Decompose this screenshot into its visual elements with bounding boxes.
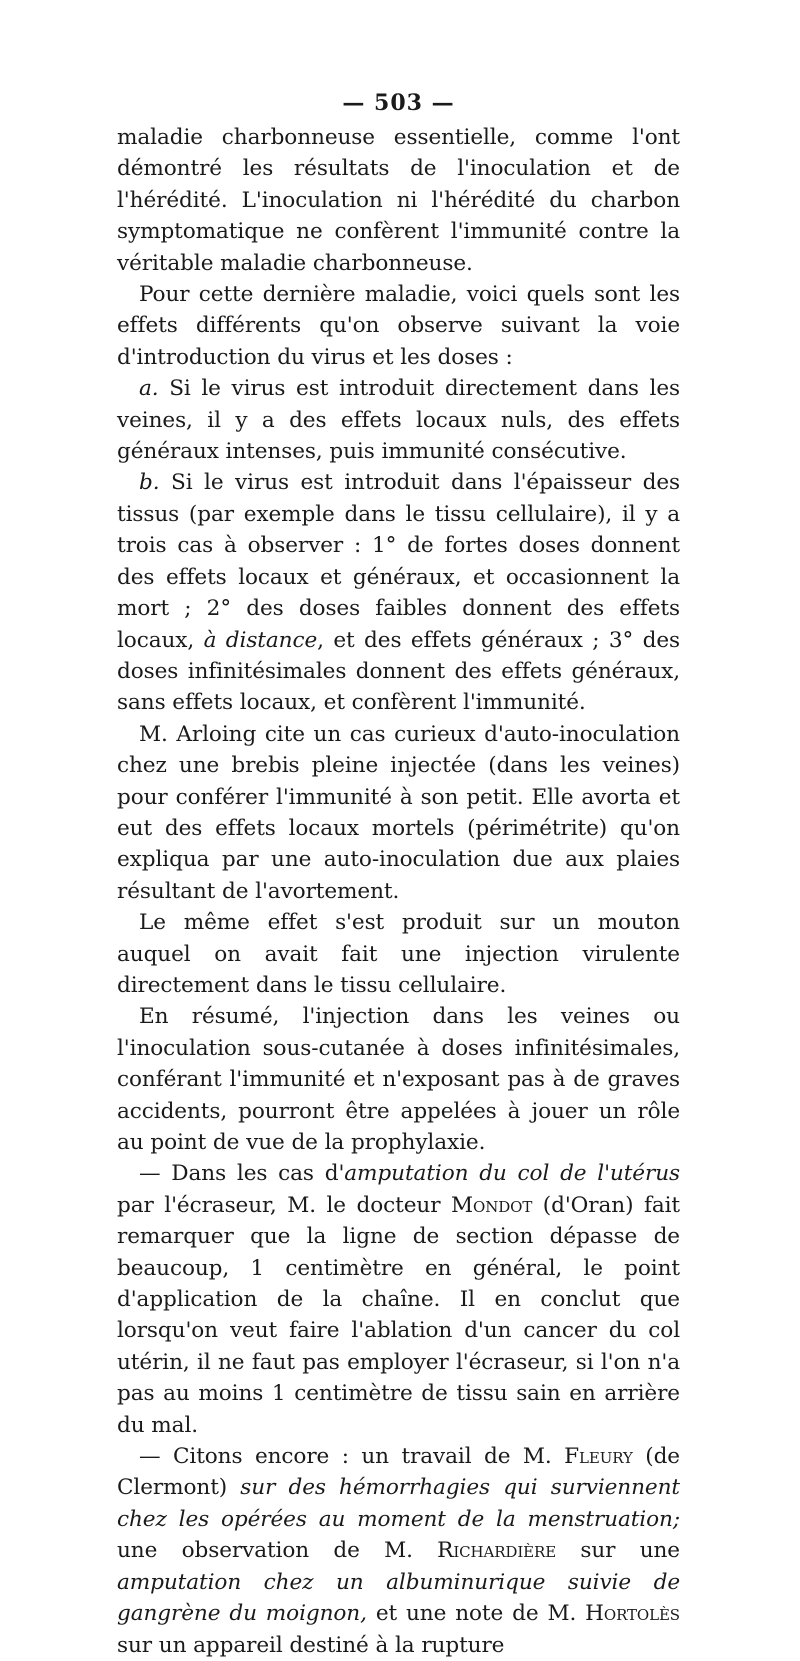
paragraph-case-b [117, 467, 680, 718]
case-b-text-a: Si le virus est introduit dans l'épaisseur des tissus (par exemple dans le tissu cellulaire), il y a trois cas à observer : 1° de fortes doses donnent des effets locaux et généraux, et occasionnent la mort ; 2° des doses faibles donnent des effets locaux, [117, 470, 680, 653]
citations-text-1: — Citons encore : un travail de M. [139, 1444, 565, 1470]
paragraph-resume: En résumé, l'injection dans les veines ou l'inoculation sous-cutanée à doses infinitésimales, conférant l'immunité et n'exposant pas à de graves accidents, pourront être appelées à jouer un rôle au point de vue de la prophylaxie. [117, 1004, 680, 1155]
author-hortoles: Hortolès [585, 1601, 680, 1627]
citations-italic-2: amputation chez un albuminurique suivie de gangrène du moignon, [117, 1569, 680, 1627]
paragraph-arloing: M. Arloing cite un cas curieux d'auto-inoculation chez une brebis pleine injectée (dans les veines) pour conférer l'immunité à son petit. Elle avorta et eut des effets locaux mortels (périmétrite) qu'on expliqua par une auto-inoculation due aux plaies résultant de l'avortement. [117, 721, 680, 904]
citations-text-6: sur un appareil destiné à la rupture [117, 1632, 505, 1658]
amputation-text-3: (d'Oran) fait remarquer que la ligne de section dépasse de beaucoup, 1 centimètre en général, le point d'application de la chaîne. Il en conclut que lorsqu'on veut faire l'ablation d'un cancer du col utérin, il ne faut pas employer l'écraseur, si l'on n'a pas au moins 1 centimètre de tissu sain en arrière du mal. [117, 1192, 680, 1438]
list-marker-b: b. [139, 470, 160, 496]
case-a-text: Si le virus est introduit directement dans les veines, il y a des effets locaux nuls, des effets généraux intenses, puis immunité consécutive. [117, 376, 680, 465]
list-marker-a: a. [139, 376, 159, 402]
citations-text-4: sur une [556, 1538, 680, 1564]
paragraph-case-a [117, 373, 680, 467]
author-richardiere: Richardière [437, 1538, 557, 1564]
paragraph-mouton: Le même effet s'est produit sur un mouton auquel on avait fait une injection virulente directement dans le tissu cellulaire. [117, 910, 680, 998]
citations-text-5: et une note de M. [366, 1601, 586, 1627]
citations-text-3: une observation de M. [117, 1538, 438, 1564]
amputation-text-1: — Dans les cas d' [139, 1161, 345, 1187]
author-fleury: Fleury [564, 1444, 633, 1470]
paragraph-citations [117, 1441, 680, 1661]
paragraph-effects-intro: Pour cette dernière maladie, voici quels sont les effets différents qu'on observe suivant la voie d'introduction du virus et les doses : [117, 282, 680, 370]
paragraph-continuation: maladie charbonneuse essentielle, comme l'ont démontré les résultats de l'inoculation et de l'hérédité. L'inoculation ni l'hérédité du charbon symptomatique ne confèrent l'immunité contre la véritable maladie charbonneuse. [117, 125, 680, 276]
page-number: — 503 — [342, 90, 455, 116]
citations-text-2: (de Clermont) [117, 1444, 680, 1501]
amputation-text-2: par l'écraseur, M. le docteur [117, 1192, 451, 1218]
body-text [117, 122, 680, 1661]
amputation-italic: amputation du col de l'utérus [344, 1161, 680, 1187]
paragraph-amputation [117, 1158, 680, 1441]
case-b-text-b: , et des effets généraux ; 3° des doses infinitésimales donnent des effets généraux, sans effets locaux, et confèrent l'immunité. [117, 627, 680, 716]
citations-italic-1: sur des hémorrhagies qui surviennent chez les opérées au moment de la menstruation; [117, 1475, 680, 1532]
case-b-italic: à distance [203, 627, 318, 653]
author-mondot: Mondot [450, 1192, 533, 1218]
